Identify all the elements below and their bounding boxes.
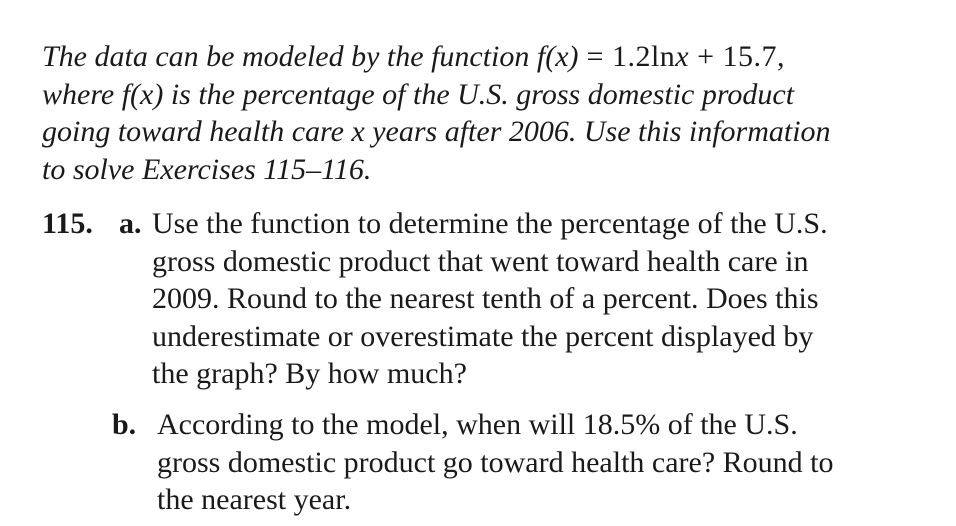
part-b-line: gross domestic product go toward health care? Round to <box>157 445 834 479</box>
part-a-text <box>152 205 828 393</box>
part-a-line: 2009. Round to the nearest tenth of a percent. Does this <box>152 282 819 316</box>
model-constant: 15.7, <box>722 40 786 73</box>
part-a-line: Use the function to determine the percentage of the U.S. <box>152 207 828 240</box>
function-arg: (x) <box>545 40 579 73</box>
ln-operator: ln <box>650 40 676 73</box>
intro-line-1-text: The data can be modeled by the function <box>42 40 537 73</box>
equals-sign: = <box>578 40 612 73</box>
part-b-text <box>157 406 834 519</box>
intro-line-2: where f(x) is the percentage of the U.S. gross domestic product <box>42 77 795 111</box>
part-a-line: gross domestic product that went toward health care in <box>152 244 809 278</box>
intro-line-4: to solve Exercises 115–116. <box>42 152 372 186</box>
intro-line-1 <box>42 38 932 76</box>
intro-paragraph <box>42 38 932 188</box>
part-a-line: underestimate or overestimate the percent displayed by <box>152 319 814 353</box>
part-b-line: According to the model, when will 18.5% of the U.S. <box>157 408 798 441</box>
exercise-number: 115. <box>42 207 93 240</box>
function-f: f <box>536 40 546 73</box>
model-function-name <box>537 40 579 73</box>
model-coefficient: 1.2 <box>611 40 651 73</box>
plus-sign: + <box>689 40 723 73</box>
part-a-label: a. <box>119 207 142 240</box>
intro-line-3: going toward health care x years after 2006. Use this information <box>42 115 831 148</box>
part-b-line: the nearest year. <box>157 483 352 517</box>
model-variable: x <box>675 40 690 73</box>
part-a-line: the graph? By how much? <box>152 357 467 391</box>
part-b-label: b. <box>112 408 137 441</box>
